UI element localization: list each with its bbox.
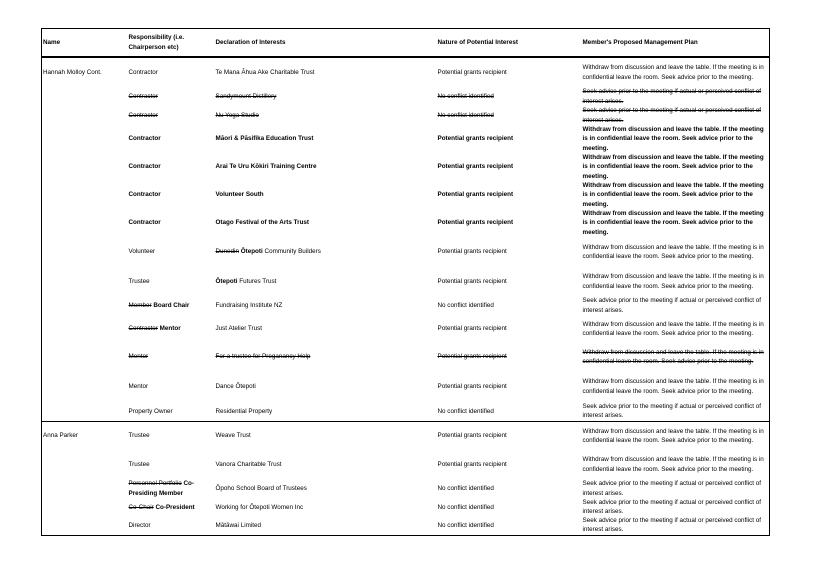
responsibility-text: Volunteer xyxy=(128,248,156,256)
table-row xyxy=(42,57,770,87)
nature-text: Potential grants recipient xyxy=(437,68,507,76)
cell-nature xyxy=(437,181,582,209)
cell-responsibility xyxy=(128,125,215,153)
responsibility-text: Personnel Portfolio xyxy=(128,480,182,488)
nature-text: Potential grants recipient xyxy=(437,432,507,440)
cell-management-plan xyxy=(582,181,770,209)
cell-declaration xyxy=(215,296,437,315)
cell-name xyxy=(42,106,128,125)
cell-management-plan xyxy=(582,421,770,450)
responsibility-text: Director xyxy=(128,521,151,529)
cell-nature xyxy=(437,479,582,498)
table-row xyxy=(42,516,770,535)
table-row xyxy=(42,315,770,343)
management-plan-text: Withdraw from discussion and leave the table. If the meeting is in confidential leave the room. Seek advice prior to the meeting. xyxy=(582,456,764,473)
cell-management-plan xyxy=(582,209,770,237)
cell-declaration xyxy=(215,125,437,153)
cell-name xyxy=(42,450,128,479)
responsibility-text: Contractor xyxy=(128,163,161,171)
cell-name xyxy=(42,237,128,267)
declaration-text: Working for Ōtepoti Women Inc xyxy=(215,503,304,511)
nature-text: Potential grants recipient xyxy=(437,325,507,333)
responsibility-text: Trustee xyxy=(128,460,150,468)
responsibility-text: Contractor xyxy=(128,325,158,333)
management-plan-text: Seek advice prior to the meeting if actual or perceived conflict of interest arises. xyxy=(582,107,762,124)
cell-name xyxy=(42,209,128,237)
cell-nature xyxy=(437,209,582,237)
nature-text: No conflict identified xyxy=(437,92,494,100)
responsibility-text: Mentor xyxy=(128,382,149,390)
cell-responsibility xyxy=(128,402,215,421)
table-row xyxy=(42,125,770,153)
cell-management-plan xyxy=(582,57,770,87)
cell-nature xyxy=(437,125,582,153)
header-plan: Member's Proposed Management Plan xyxy=(582,29,770,58)
cell-management-plan xyxy=(582,371,770,402)
management-plan-text: Withdraw from discussion and leave the table. If the meeting is in confidential leave the room. Seek advice prior to the meeting. xyxy=(582,243,764,260)
cell-name xyxy=(42,516,128,535)
cell-management-plan xyxy=(582,87,770,106)
cell-declaration xyxy=(215,209,437,237)
management-plan-text: Seek advice prior to the meeting if actual or perceived conflict of interest arises. xyxy=(582,88,762,105)
cell-responsibility xyxy=(128,153,215,181)
header-nature: Nature of Potential Interest xyxy=(437,29,582,58)
cell-declaration xyxy=(215,315,437,343)
cell-declaration xyxy=(215,421,437,450)
cell-declaration xyxy=(215,57,437,87)
cell-nature xyxy=(437,450,582,479)
management-plan-text: Seek advice prior to the meeting if actual or perceived conflict of interest arises. xyxy=(582,297,762,314)
cell-responsibility xyxy=(128,450,215,479)
declaration-text: Dance Ōtepoti xyxy=(215,382,256,390)
management-plan-text: Withdraw from discussion and leave the table. If the meeting is in confidential leave the room. Seek advice prior to the meeting. xyxy=(582,378,764,395)
table-row xyxy=(42,450,770,479)
cell-responsibility xyxy=(128,296,215,315)
table-row xyxy=(42,209,770,237)
cell-name: Anna Parker xyxy=(42,421,128,450)
declaration-of-interests-table xyxy=(41,28,770,536)
responsibility-text: Co-President xyxy=(155,503,195,511)
cell-declaration xyxy=(215,106,437,125)
cell-declaration xyxy=(215,371,437,402)
management-plan-text: Withdraw from discussion and leave the table. If the meeting is in confidential leave the room. Seek advice prior to the meeting. xyxy=(582,154,764,180)
declaration-text: Fundraising Institute NZ xyxy=(215,301,283,309)
nature-text: Potential grants recipient xyxy=(437,248,507,256)
responsibility-text: Contractor xyxy=(128,191,161,199)
cell-nature xyxy=(437,267,582,296)
cell-name xyxy=(42,479,128,498)
cell-responsibility xyxy=(128,106,215,125)
management-plan-text: Seek advice prior to the meeting if actual or perceived conflict of interest arises. xyxy=(582,403,762,420)
cell-management-plan xyxy=(582,450,770,479)
management-plan-text: Withdraw from discussion and leave the table. If the meeting is in confidential leave the room. Seek advice prior to the meeting. xyxy=(582,273,764,290)
management-plan-text: Withdraw from discussion and leave the table. If the meeting is in confidential leave the room. Seek advice prior to the meeting. xyxy=(582,182,764,208)
cell-nature xyxy=(437,106,582,125)
cell-name xyxy=(42,296,128,315)
nature-text: No conflict identified xyxy=(437,521,494,529)
table-row xyxy=(42,371,770,402)
management-plan-text: Withdraw from discussion and leave the table. If the meeting is in confidential leave the room. Seek advice prior to the meeting. xyxy=(582,210,764,236)
management-plan-text: Withdraw from discussion and leave the table. If the meeting is in confidential leave the room. Seek advice prior to the meeting. xyxy=(582,126,764,152)
cell-management-plan xyxy=(582,237,770,267)
cell-nature xyxy=(437,57,582,87)
cell-responsibility xyxy=(128,421,215,450)
cell-management-plan xyxy=(582,402,770,421)
nature-text: No conflict identified xyxy=(437,407,494,415)
cell-name xyxy=(42,498,128,516)
nature-text: No conflict identified xyxy=(437,484,494,492)
declaration-text: Te Mana Āhua Ake Charitable Trust xyxy=(215,68,315,76)
cell-responsibility xyxy=(128,516,215,535)
cell-management-plan xyxy=(582,516,770,535)
table-row xyxy=(42,153,770,181)
cell-name xyxy=(42,343,128,371)
declaration-text: Ōpoho School Board of Trustees xyxy=(215,484,307,492)
cell-responsibility xyxy=(128,181,215,209)
nature-text: No conflict identified xyxy=(437,301,494,309)
cell-responsibility xyxy=(128,371,215,402)
cell-nature xyxy=(437,402,582,421)
cell-responsibility xyxy=(128,209,215,237)
cell-nature xyxy=(437,371,582,402)
table-row xyxy=(42,402,770,421)
table-row xyxy=(42,106,770,125)
responsibility-text: Co-Presiding Member xyxy=(128,480,194,497)
cell-management-plan xyxy=(582,267,770,296)
nature-text: No conflict identified xyxy=(437,111,494,119)
cell-responsibility xyxy=(128,57,215,87)
nature-text: Potential grants recipient xyxy=(437,219,514,227)
management-plan-text: Withdraw from discussion and leave the table. If the meeting is in confidential leave the room. Seek advice prior to the meeting. xyxy=(582,348,764,365)
nature-text: Potential grants recipient xyxy=(437,277,507,285)
cell-declaration xyxy=(215,450,437,479)
cell-nature xyxy=(437,153,582,181)
declaration-text: Nu Yoga Studio xyxy=(215,111,259,119)
table-row xyxy=(42,267,770,296)
declaration-text: Vanora Charitable Trust xyxy=(215,460,282,468)
cell-responsibility xyxy=(128,87,215,106)
cell-declaration xyxy=(215,87,437,106)
cell-name xyxy=(42,402,128,421)
cell-declaration xyxy=(215,153,437,181)
cell-nature xyxy=(437,421,582,450)
header-declaration: Declaration of Interests xyxy=(215,29,437,58)
table-body xyxy=(42,57,770,535)
declaration-text: For a trustee for Preganancy Help xyxy=(215,353,311,361)
table-row xyxy=(42,421,770,450)
declaration-text: Futures Trust xyxy=(237,277,277,285)
cell-management-plan xyxy=(582,343,770,371)
cell-responsibility xyxy=(128,267,215,296)
cell-nature xyxy=(437,237,582,267)
table-row xyxy=(42,498,770,516)
cell-nature xyxy=(437,516,582,535)
cell-name xyxy=(42,315,128,343)
nature-text: Potential grants recipient xyxy=(437,460,507,468)
responsibility-text: Mentor xyxy=(128,353,149,361)
management-plan-text: Seek advice prior to the meeting if actual or perceived conflict of interest arises. xyxy=(582,480,762,497)
responsibility-text: Contractor xyxy=(128,111,158,119)
cell-name xyxy=(42,87,128,106)
cell-name xyxy=(42,371,128,402)
cell-management-plan xyxy=(582,106,770,125)
cell-responsibility xyxy=(128,237,215,267)
cell-name: Hannah Molloy Cont. xyxy=(42,57,128,87)
responsibility-text: Mentor xyxy=(159,325,181,333)
declaration-text: Ōtepoti xyxy=(215,277,238,285)
cell-declaration xyxy=(215,402,437,421)
management-plan-text: Withdraw from discussion and leave the table. If the meeting is in confidential leave the room. Seek advice prior to the meeting. xyxy=(582,427,764,444)
nature-text: Potential grants recipient xyxy=(437,135,514,143)
responsibility-text: Trustee xyxy=(128,277,150,285)
header-name: Name xyxy=(42,29,128,58)
responsibility-text: Contractor xyxy=(128,92,158,100)
declaration-text: Weave Trust xyxy=(215,432,251,440)
cell-nature xyxy=(437,315,582,343)
management-plan-text: Withdraw from discussion and leave the table. If the meeting is in confidential leave the room. Seek advice prior to the meeting. xyxy=(582,320,764,337)
cell-responsibility xyxy=(128,315,215,343)
declaration-text: Volunteer South xyxy=(215,191,264,199)
nature-text: Potential grants recipient xyxy=(437,382,507,390)
nature-text: Potential grants recipient xyxy=(437,191,514,199)
responsibility-text: Co-Chair xyxy=(128,503,154,511)
cell-name xyxy=(42,181,128,209)
cell-name xyxy=(42,125,128,153)
declaration-text: Sandymount Distillery xyxy=(215,92,277,100)
cell-management-plan xyxy=(582,479,770,498)
responsibility-text: Property Owner xyxy=(128,407,173,415)
cell-declaration xyxy=(215,343,437,371)
responsibility-text: Contractor xyxy=(128,135,161,143)
table-row xyxy=(42,237,770,267)
table-row xyxy=(42,343,770,371)
nature-text: Potential grants recipient xyxy=(437,353,507,361)
cell-name xyxy=(42,267,128,296)
declaration-text: Ōtepoti xyxy=(240,248,263,256)
cell-management-plan xyxy=(582,125,770,153)
nature-text: No conflict identified xyxy=(437,503,494,511)
declaration-text: Just Atelier Trust xyxy=(215,325,263,333)
responsibility-text: Trustee xyxy=(128,432,150,440)
table-row xyxy=(42,87,770,106)
table-row xyxy=(42,479,770,498)
management-plan-text: Withdraw from discussion and leave the table. If the meeting is in confidential leave the room. Seek advice prior to the meeting. xyxy=(582,64,764,81)
cell-management-plan xyxy=(582,498,770,516)
responsibility-text: Member xyxy=(128,301,152,309)
cell-declaration xyxy=(215,237,437,267)
cell-nature xyxy=(437,498,582,516)
declaration-text: Community Builders xyxy=(262,248,321,256)
cell-responsibility xyxy=(128,498,215,516)
cell-name xyxy=(42,153,128,181)
management-plan-text: Seek advice prior to the meeting if actual or perceived conflict of interest arises. xyxy=(582,499,762,516)
cell-management-plan xyxy=(582,153,770,181)
cell-nature xyxy=(437,343,582,371)
responsibility-text: Contractor xyxy=(128,219,161,227)
declaration-text: Mātāwai Limited xyxy=(215,521,261,529)
cell-declaration xyxy=(215,267,437,296)
declaration-text: Residential Property xyxy=(215,407,273,415)
cell-nature xyxy=(437,296,582,315)
cell-declaration xyxy=(215,479,437,498)
responsibility-text: Board Chair xyxy=(153,301,190,309)
cell-declaration xyxy=(215,181,437,209)
cell-declaration xyxy=(215,516,437,535)
table-header-row xyxy=(42,29,770,58)
responsibility-text: Contractor xyxy=(128,68,158,76)
table-row xyxy=(42,181,770,209)
cell-responsibility xyxy=(128,479,215,498)
declaration-text: Otago Festival of the Arts Trust xyxy=(215,219,310,227)
cell-declaration xyxy=(215,498,437,516)
nature-text: Potential grants recipient xyxy=(437,163,514,171)
cell-nature xyxy=(437,87,582,106)
cell-responsibility xyxy=(128,343,215,371)
cell-management-plan xyxy=(582,315,770,343)
management-plan-text: Seek advice prior to the meeting if actual or perceived conflict of interest arises. xyxy=(582,517,762,534)
declaration-text: Arai Te Uru Kōkiri Training Centre xyxy=(215,163,317,171)
header-responsibility: Responsibility (i.e. Chairperson etc) xyxy=(128,29,215,58)
declaration-text: Māori & Pāsifika Education Trust xyxy=(215,135,314,143)
declaration-text: Dunedin xyxy=(215,248,239,256)
cell-management-plan xyxy=(582,296,770,315)
table-row xyxy=(42,296,770,315)
